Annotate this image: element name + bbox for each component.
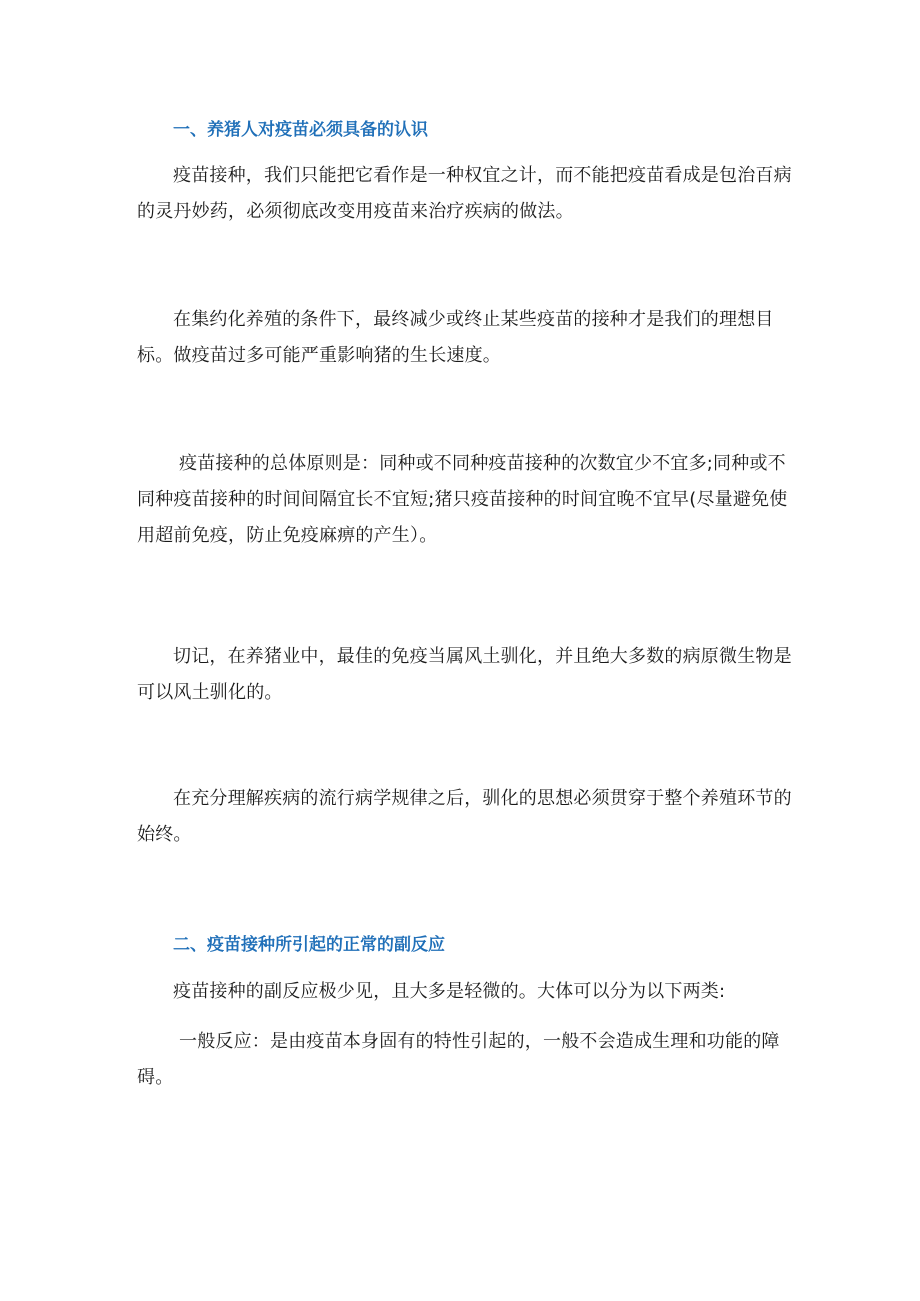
section-heading-1: 一、养猪人对疫苗必须具备的认识 [173,120,428,140]
paragraph-general-reaction: 一般反应：是由疫苗本身固有的特性引起的，一般不会造成生理和功能的障碍。 [137,1031,780,1088]
paragraph-vaccine-expedient: 疫苗接种，我们只能把它看作是一种权宜之计，而不能把疫苗看成是包治百病的灵丹妙药，必须彻底改变用疫苗来治疗疾病的做法。 [137,165,792,222]
paragraph-domestication-thought: 在充分理解疾病的流行病学规律之后，驯化的思想必须贯穿于整个养殖环节的始终。 [137,788,792,845]
paragraph-ideal-goal: 在集约化养殖的条件下，最终减少或终止某些疫苗的接种才是我们的理想目标。做疫苗过多可能严重影响猪的生长速度。 [137,309,774,366]
paragraph-acclimatization: 切记，在养猪业中，最佳的免疫当属风土驯化，并且绝大多数的病原微生物是可以风土驯化的。 [137,646,792,703]
section-heading-2: 二、疫苗接种所引起的正常的副反应 [173,935,445,955]
paragraph-side-effects-rare: 疫苗接种的副反应极少见，且大多是轻微的。大体可以分为以下两类: [173,981,726,1002]
paragraph-general-principle: 疫苗接种的总体原则是：同种或不同种疫苗接种的次数宜少不宜多;同种或不同种疫苗接种的时间间隔宜长不宜短;猪只疫苗接种的时间宜晚不宜早(尽量避免使用超前免疫，防止免疫麻痹的产生）。 [137,453,788,546]
